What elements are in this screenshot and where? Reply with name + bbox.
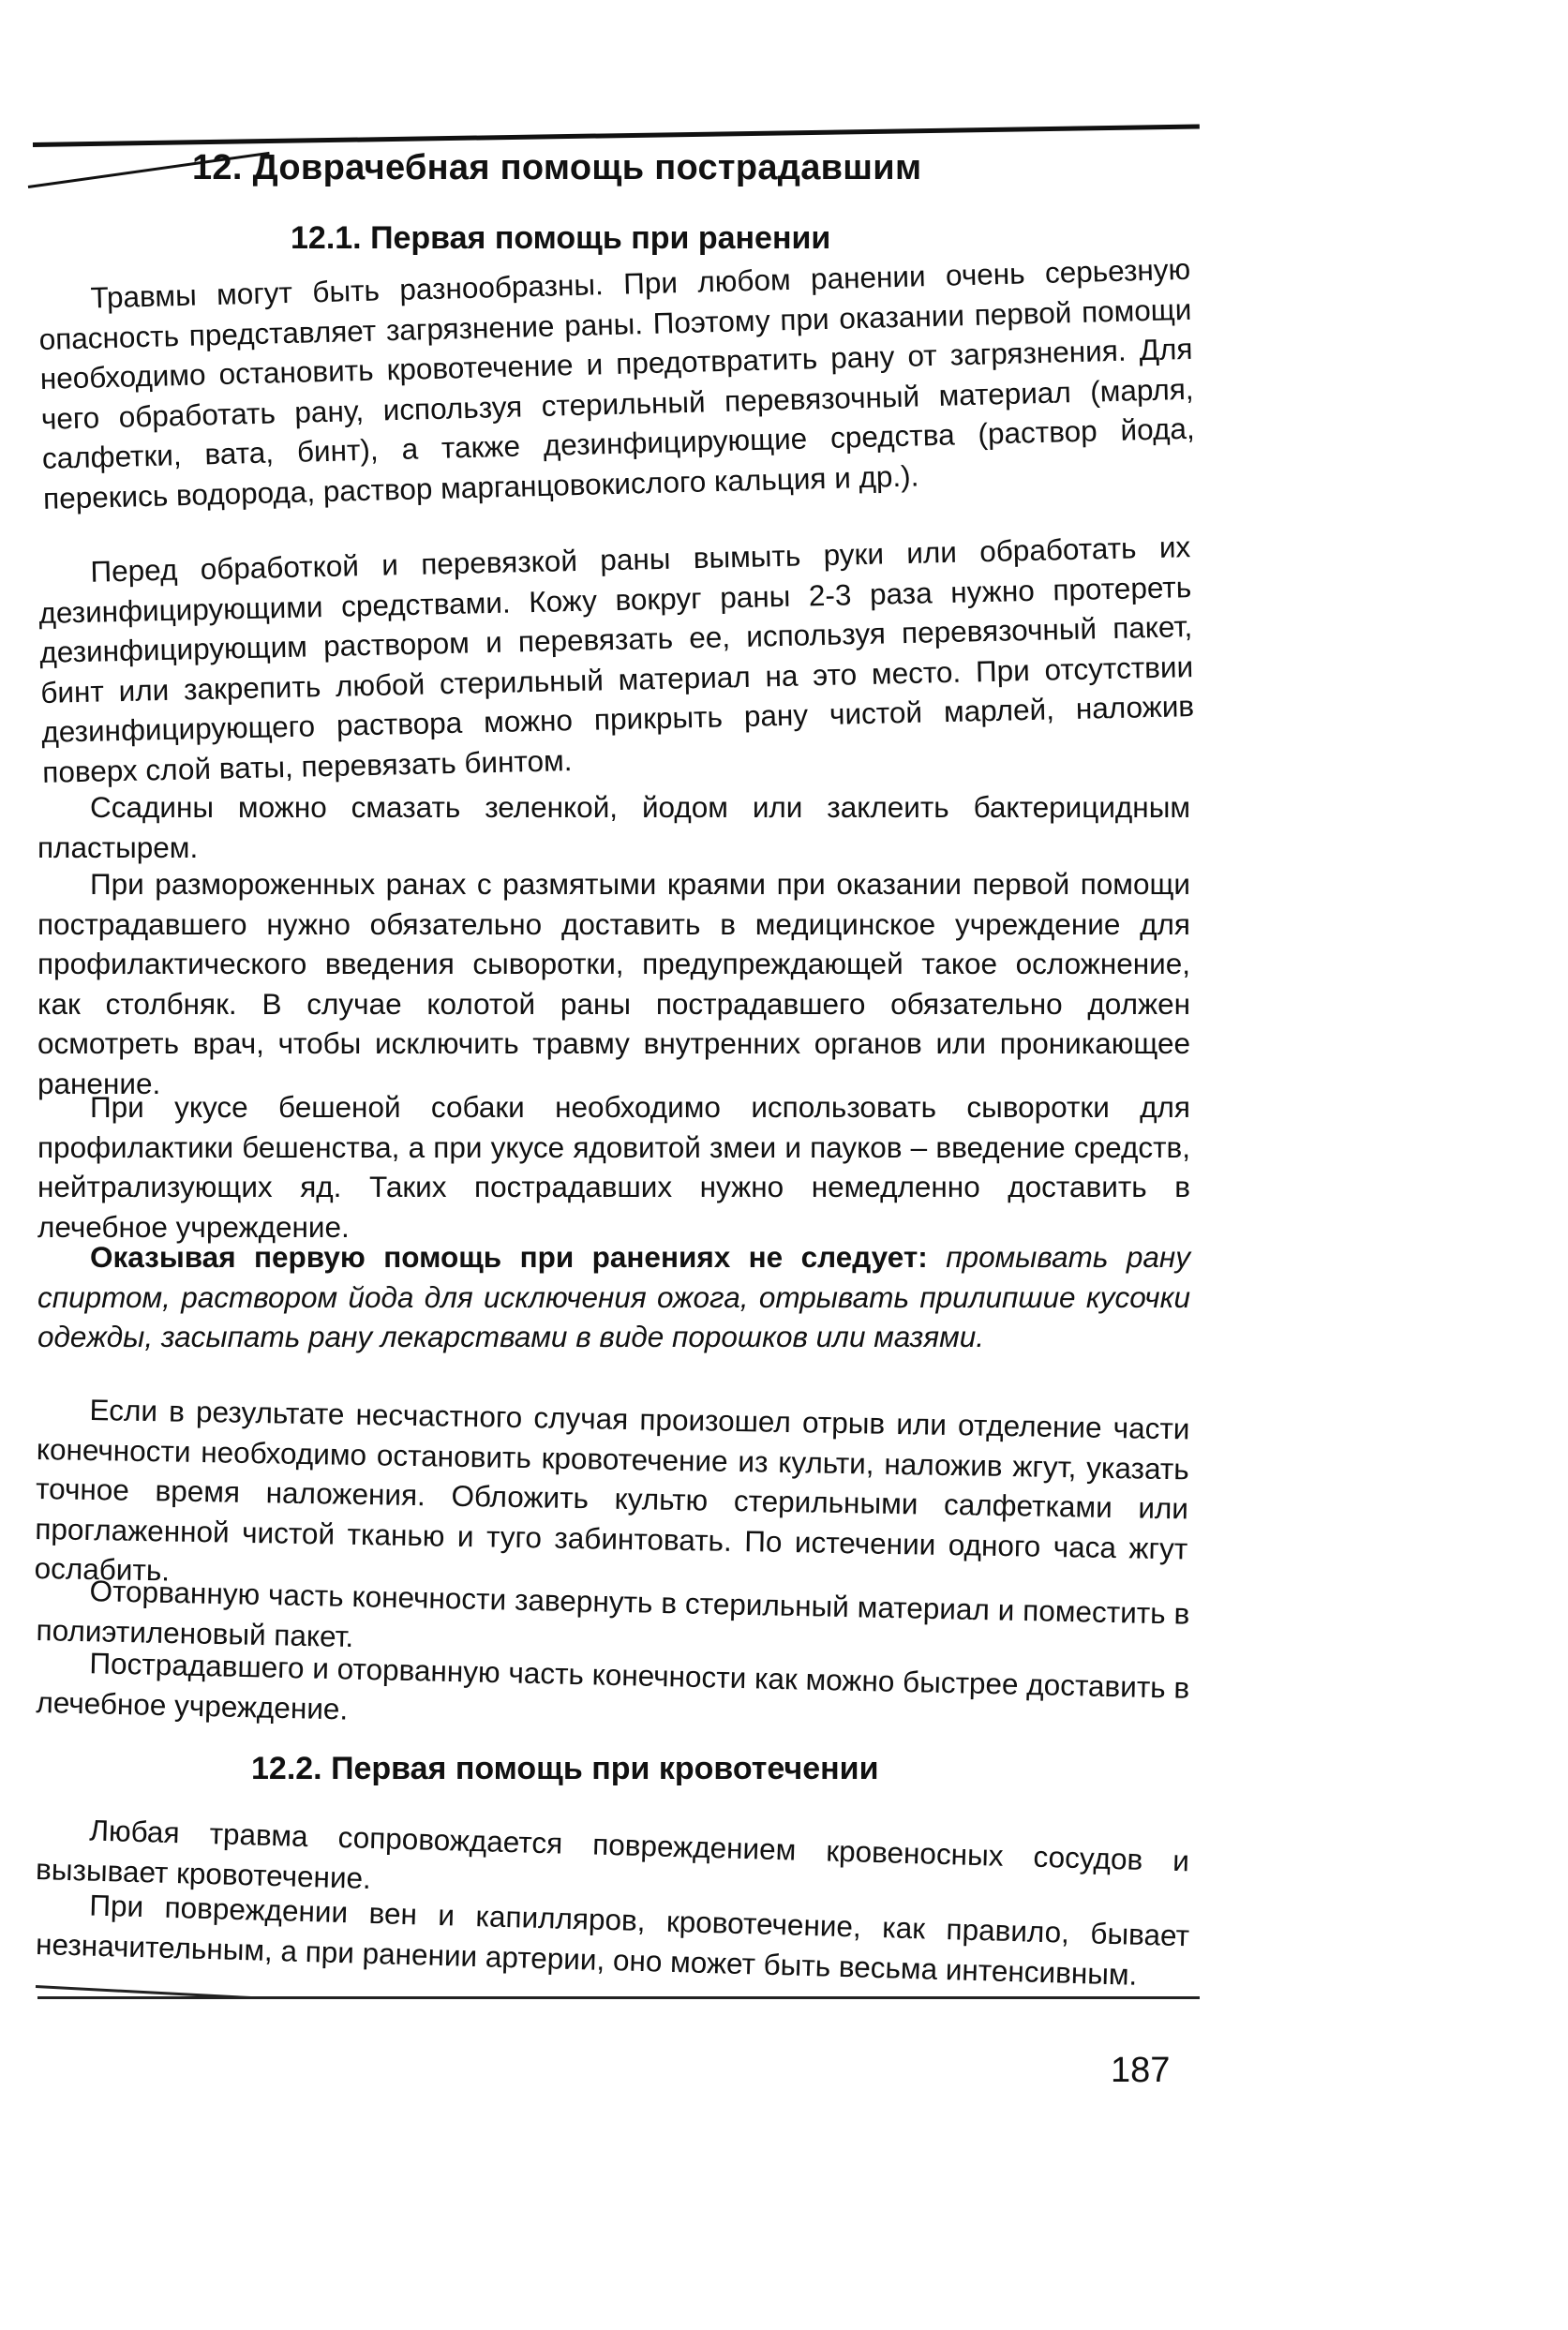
- paragraph-injuries: [37, 249, 1196, 518]
- paragraph-text: При размороженных ранах с размятыми краями при оказании первой помощи пострадавшего нужно обязательно доставить в медицинское учреждение для профилактического введения сыворотки, предупреждающей такое осложнение, как столбняк. В случае колотой раны пострадавшего обязательно должен осмотреть врач, чтобы исключить травму внутренних органов или проникающее ранение.: [37, 867, 1190, 1100]
- paragraph-text: Ссадины можно смазать зеленкой, йодом или заклеить бактерицидным пластырем.: [37, 790, 1190, 864]
- paragraph-abrasions: [37, 787, 1190, 867]
- paragraph-text: Любая травма сопровождается повреждением кровеносных сосудов и вызывает кровотечение.: [35, 1813, 1190, 1895]
- header-rule: [33, 124, 1200, 147]
- paragraph-text: Перед обработкой и перевязкой раны вымыть руки или обработать их дезинфицирующими средствами. Кожу вокруг раны 2-3 раза нужно протереть дезинфицирующим раствором и перевязать ее, используя перевязочный пакет, бинт или закрепить любой стерильный материал на это место. При отсутствии дезинфицирующего раствора можно прикрыть рану чистой марлей, наложив поверх слой ваты, перевязать бинтом.: [38, 530, 1195, 789]
- paragraph-text: При повреждении вен и капилляров, кровотечение, как правило, бывает незначительным, а при ранении артерии, оно может быть весьма интенсивным.: [35, 1888, 1190, 1992]
- paragraph-frostbite-wounds: [37, 864, 1190, 1103]
- footer-rule: [37, 1996, 1200, 1999]
- paragraph-bites: [37, 1087, 1190, 1247]
- section-title-bleeding: 12.2. Первая помощь при кровотечении: [251, 1751, 879, 1786]
- warning-text: промывать рану спиртом, раствором йода для исключения ожога, отрывать прилипшие кусочки одежды, засыпать рану лекарствами в виде порошков или мазями.: [37, 1240, 1190, 1353]
- section-title-wounds: 12.1. Первая помощь при ранении: [291, 220, 831, 256]
- paragraph-wound-treatment: [37, 527, 1195, 792]
- paragraph-warning: [37, 1237, 1190, 1357]
- paragraph-text: Если в результате несчастного случая произошел отрыв или отделение части конечности необходимо остановить кровотечение из культи, наложив жгут, указать точное время наложения. Обложить культю стерильными салфетками или проглаженной чистой тканью и туго забинтовать. По истечении одного часа жгут ослабить.: [34, 1392, 1190, 1588]
- page-number: 187: [1111, 2051, 1171, 2090]
- chapter-title: 12. Доврачебная помощь пострадавшим: [192, 148, 922, 187]
- paragraph-text: Пострадавшего и оторванную часть конечности как можно быстрее доставить в лечебное учреждение.: [36, 1646, 1190, 1726]
- paragraph-text: Оторванную часть конечности завернуть в стерильный материал и поместить в полиэтиленовый пакет.: [36, 1574, 1190, 1653]
- paragraph-text: Травмы могут быть разнообразны. При любом ранении очень серьезную опасность представляет загрязнение раны. Поэтому при оказании первой помощи необходимо остановить кровотечение и предотвратить рану от загрязнения. Для чего обработать рану, используя стерильный перевязочный материал (марля, салфетки, вата, бинт), а также дезинфицирующие средства (раствор йода, перекись водорода, раствор марганцовокислого кальция и др.).: [38, 251, 1196, 515]
- warning-heading: Оказывая первую помощь при ранениях не следует:: [90, 1240, 928, 1274]
- paragraph-text: При укусе бешеной собаки необходимо использовать сыворотки для профилактики бешенства, а при укусе ядовитой змеи и пауков – введение средств, нейтрализующих яд. Таких пострадавших нужно немедленно доставить в лечебное учреждение.: [37, 1090, 1190, 1244]
